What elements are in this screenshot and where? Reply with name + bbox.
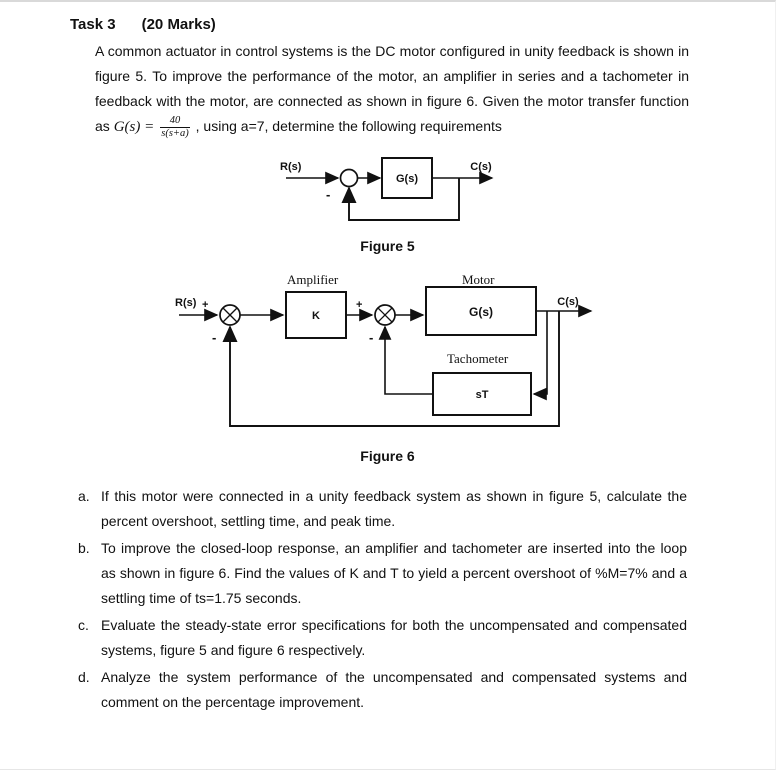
figure5-diagram xyxy=(272,150,504,230)
fig6-amplifier-title: Amplifier xyxy=(286,272,338,287)
figure5-caption: Figure 5 xyxy=(360,238,415,254)
fig6-output-label: C(s) xyxy=(556,296,579,308)
question-text: To improve the closed-loop response, an amplifier and tachometer are inserted into the loop as shown in figure 6. Find the values of K and T to yield a percent overshoot of %M=7% and a settling time of ts=1.75 seconds. xyxy=(101,540,687,606)
fig6-minus-sign-1: - xyxy=(211,330,216,345)
question-letter: a. xyxy=(78,488,90,504)
intro-paragraph xyxy=(95,39,689,140)
fig6-amplifier-label: K xyxy=(311,310,320,322)
formula-numerator: 40 xyxy=(160,115,190,128)
figure6-caption: Figure 6 xyxy=(360,448,415,464)
fig6-tachometer-title: Tachometer xyxy=(446,351,508,366)
fig6-tach-to-junction2 xyxy=(385,327,433,394)
questions-list xyxy=(78,484,687,715)
question-text: Evaluate the steady-state error specifications for both the uncompensated and compensated systems, figure 5 and figure 6 respectively. xyxy=(101,617,687,658)
task-title: Task 3 xyxy=(70,16,116,33)
fig6-minus-sign-2: - xyxy=(368,330,373,345)
formula-denominator: s(s+a) xyxy=(161,127,189,139)
question-item-c xyxy=(78,613,687,663)
question-item-a xyxy=(78,484,687,534)
transfer-function-formula xyxy=(113,114,192,139)
figure6-diagram xyxy=(173,268,603,440)
fig6-plus-sign-1: + xyxy=(201,299,208,311)
formula-lhs: G(s) = xyxy=(113,119,155,135)
fig5-minus-sign: - xyxy=(325,187,330,202)
question-letter: d. xyxy=(78,669,90,685)
question-item-b xyxy=(78,536,687,611)
question-item-d xyxy=(78,665,687,715)
question-text: Analyze the system performance of the uncompensated and compensated systems and comment on the percentage improvement. xyxy=(101,669,687,710)
fig6-plus-sign-2: + xyxy=(355,299,362,311)
intro-text-before: A common actuator in control systems is the DC motor configured in unity feedback is shown in figure 5. To improve the performance of the motor, an amplifier in series and a tachometer in feedback with the motor, are connected as shown in figure 6. Given the motor transfer function as xyxy=(95,43,689,134)
fig5-output-label: C(s) xyxy=(469,161,492,173)
fig5-summing-junction xyxy=(340,170,357,187)
fig6-motor-label: G(s) xyxy=(468,305,493,319)
intro-text-after: , using a=7, determine the following requirements xyxy=(191,118,502,134)
figure5 xyxy=(272,150,504,254)
fig6-tachometer-label: sT xyxy=(475,389,488,401)
fig5-plant-label: G(s) xyxy=(395,173,418,185)
fig6-motor-title: Motor xyxy=(461,272,494,287)
fig6-input-label: R(s) xyxy=(174,297,196,309)
question-letter: b. xyxy=(78,540,90,556)
question-text: If this motor were connected in a unity feedback system as shown in figure 5, calculate the percent overshoot, settling time, and peak time. xyxy=(101,488,687,529)
question-letter: c. xyxy=(78,617,89,633)
task-marks: (20 Marks) xyxy=(141,16,216,33)
formula-fraction xyxy=(160,115,190,140)
figure6 xyxy=(173,268,603,464)
task-header xyxy=(70,16,775,33)
fig5-input-label: R(s) xyxy=(279,161,301,173)
